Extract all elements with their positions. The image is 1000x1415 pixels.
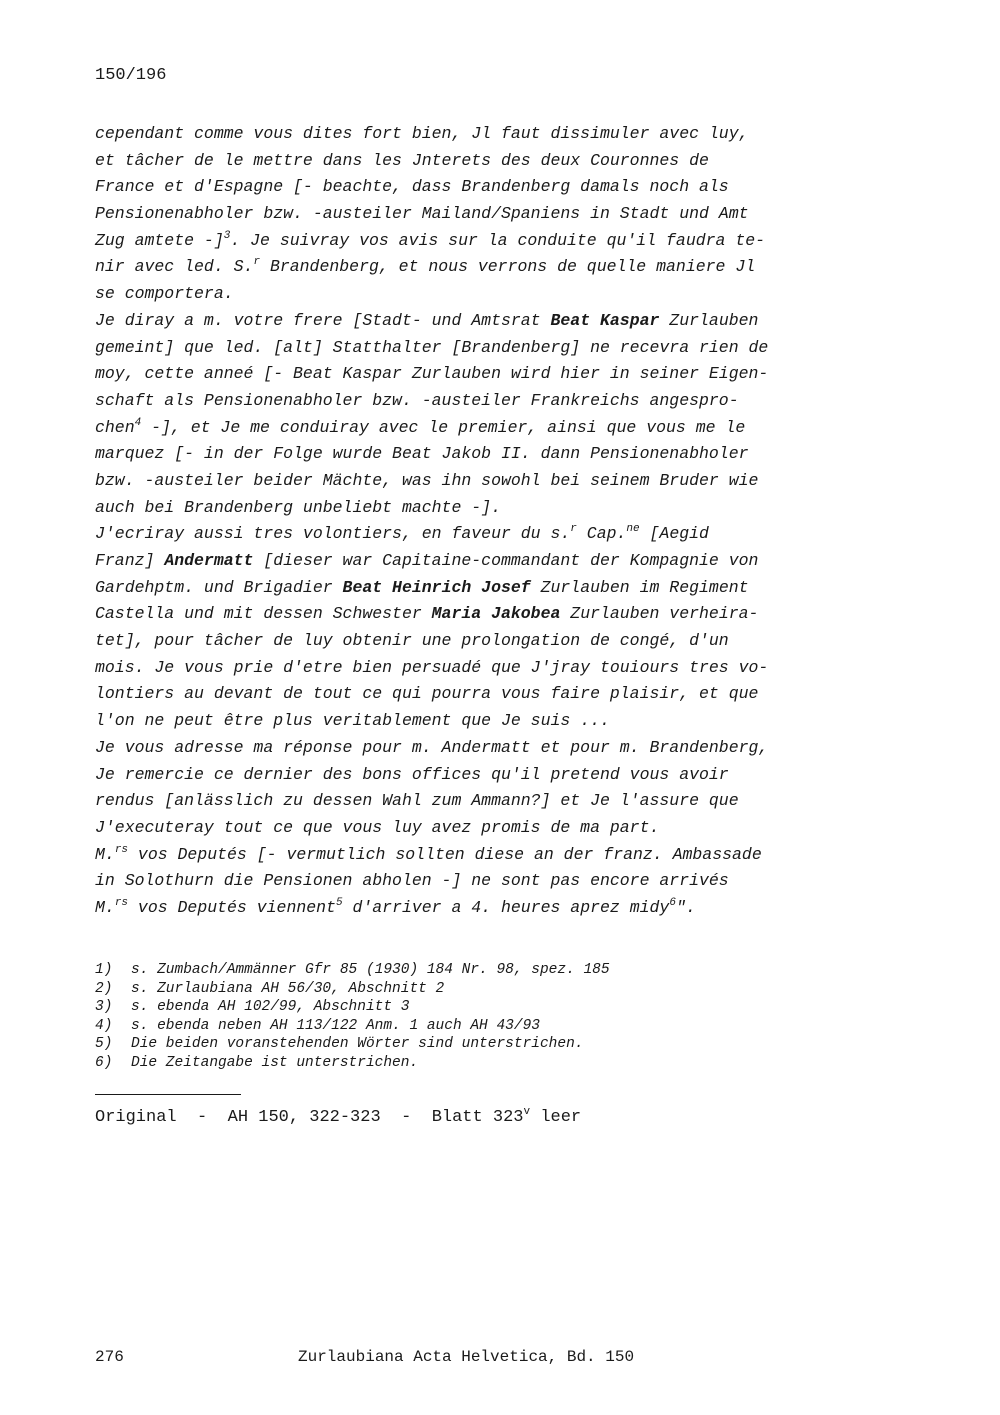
text-segment: marquez [- in der Folge wurde Beat Jakob II. dann Pensionenabholer (95, 444, 749, 464)
superscript: 4 (134, 416, 142, 429)
superscript: ne (626, 523, 640, 536)
source-label: Original (95, 1108, 177, 1127)
source-reference: AH 150, 322-323 (227, 1108, 381, 1127)
text-segment: J'executeray tout ce que vous luy avez promis de ma part. (95, 817, 660, 837)
superscript: rs (114, 896, 129, 909)
body-line (95, 628, 965, 655)
body-line (95, 121, 965, 148)
text-segment: in Solothurn die Pensionen abholen -] ne sont pas encore arrivés (95, 871, 729, 891)
superscript: rs (114, 843, 129, 856)
body-line (95, 788, 965, 815)
footnote (95, 1017, 965, 1036)
text-segment: Je remercie ce dernier des bons offices qu'il pretend vous avoir (95, 764, 729, 784)
text-segment: Pensionenabholer bzw. -austeiler Mailand/Spaniens in Stadt und Amt (95, 204, 749, 224)
body-line (95, 815, 965, 842)
footnote (95, 980, 965, 999)
text-segment: mois. Je vous prie d'etre bien persuadé que J'jray touiours tres vo- (95, 657, 769, 677)
text-segment: . Je suivray vos avis sur la conduite qu'il faudra te- (230, 230, 766, 250)
footnote-number: 6) (95, 1054, 113, 1071)
footnote (95, 998, 965, 1017)
text-segment: J'ecriray aussi tres volontiers, en faveur du s. (95, 524, 571, 544)
text-segment: -], et Je me conduiray avec le premier, ainsi que vous me le (141, 417, 746, 437)
body-line (95, 308, 965, 335)
body-line (95, 842, 965, 869)
text-segment: Brandenberg, et nous verrons de quelle maniere Jl (260, 257, 756, 277)
text-segment: bzw. -austeiler beider Mächte, was ihn sowohl bei seinem Bruder wie (95, 470, 759, 490)
body-line (95, 708, 965, 735)
body-line (95, 601, 965, 628)
text-segment: cependant comme vous dites fort bien, Jl faut dissimuler avec luy, (95, 124, 749, 143)
source-empty: leer (540, 1108, 582, 1127)
body-line (95, 254, 965, 281)
source-divider (95, 1094, 241, 1095)
superscript: 5 (335, 896, 343, 909)
text-segment: M. (95, 844, 115, 864)
body-line (95, 655, 965, 682)
bold-name: Andermatt (164, 551, 254, 570)
body-line (95, 735, 965, 762)
letter-body (95, 121, 965, 922)
text-segment: Je vous adresse ma réponse pour m. Andermatt et pour m. Brandenberg, (95, 737, 769, 757)
body-line (95, 468, 965, 495)
footnote-text: s. ebenda neben AH 113/122 Anm. 1 auch AH 43/93 (131, 1017, 540, 1034)
body-line (95, 415, 965, 442)
text-segment: auch bei Brandenberg unbeliebt machte -]. (95, 497, 501, 517)
text-segment: schaft als Pensionenabholer bzw. -austeiler Frankreichs angespro- (95, 390, 739, 410)
body-line (95, 521, 965, 548)
body-line (95, 201, 965, 228)
footnote-number: 1) (95, 962, 113, 978)
text-segment: Zurlauben (659, 310, 759, 330)
footnote (95, 1035, 965, 1054)
footnote-text: Die Zeitangabe ist unterstrichen. (131, 1054, 419, 1071)
text-segment: tet], pour tâcher de luy obtenir une prolongation de congé, d'un (95, 631, 729, 651)
text-segment: Franz] (95, 551, 165, 570)
text-segment: vos Deputés [- vermutlich sollten diese an der franz. Ambassade (128, 844, 762, 864)
source-verso: v (523, 1106, 531, 1118)
page-count: 150/196 (95, 66, 167, 85)
body-line (95, 281, 965, 308)
bold-name: Maria Jakobea (431, 604, 561, 624)
footnote-text: s. ebenda AH 102/99, Abschnitt 3 (131, 999, 410, 1016)
body-line (95, 148, 965, 175)
footnote-number: 2) (95, 980, 113, 997)
footnote-text: s. Zumbach/Ammänner Gfr 85 (1930) 184 Nr. 98, spez. 185 (131, 962, 610, 978)
bold-name: Beat Heinrich Josef (342, 577, 531, 597)
text-segment: lontiers au devant de tout ce qui pourra vous faire plaisir, et que (95, 684, 759, 704)
text-segment: Je diray a m. votre frere [Stadt- und Amtsrat (95, 310, 551, 330)
text-segment: chen (95, 417, 135, 437)
body-line (95, 174, 965, 201)
footnote-text: Die beiden voranstehenden Wörter sind unterstrichen. (131, 1036, 584, 1053)
text-segment: M. (95, 897, 115, 917)
text-segment: Zurlauben verheira- (560, 604, 759, 624)
text-segment: Gardehptm. und Brigadier (95, 577, 343, 597)
body-line (95, 762, 965, 789)
body-line (95, 681, 965, 708)
body-line (95, 895, 965, 922)
body-line (95, 575, 965, 602)
text-segment: Zurlauben im Regiment (530, 577, 749, 597)
text-segment: Castella und mit dessen Schwester (95, 604, 432, 624)
source-separator: - (401, 1108, 412, 1127)
footnote-text: s. Zurlaubiana AH 56/30, Abschnitt 2 (131, 980, 445, 997)
text-segment: [dieser war Capitaine-commandant der Kompagnie von (253, 551, 759, 570)
text-segment: [Aegid (639, 524, 709, 544)
text-segment: Zug amtete -] (95, 230, 224, 250)
text-segment: et tâcher de le mettre dans les Jnterets des deux Couronnes de (95, 150, 709, 170)
text-segment: ". (675, 897, 696, 917)
body-line (95, 228, 965, 255)
footnote-number: 3) (95, 999, 113, 1016)
superscript: r (570, 523, 577, 536)
text-segment: l'on ne peut être plus veritablement que Je suis ... (95, 711, 610, 731)
footnote (95, 1054, 965, 1073)
body-line (95, 388, 965, 415)
superscript: 3 (223, 229, 231, 242)
text-segment: moy, cette anneé [- Beat Kaspar Zurlauben wird hier in seiner Eigen- (95, 364, 769, 384)
text-segment: nir avec led. S. (95, 257, 254, 277)
body-line (95, 548, 965, 575)
body-line (95, 868, 965, 895)
bold-name: Beat Kaspar (550, 310, 660, 330)
source-line (95, 1108, 581, 1127)
text-segment: Cap. (576, 524, 627, 544)
text-segment: d'arriver a 4. heures aprez midy (342, 897, 670, 917)
footnote (95, 961, 965, 980)
text-segment: rendus [anlässlich zu dessen Wahl zum Ammann?] et Je l'assure que (95, 791, 739, 811)
body-line (95, 441, 965, 468)
footnote-number: 5) (95, 1036, 113, 1053)
page-number: 276 (95, 1348, 124, 1366)
text-segment: France et d'Espagne [- beachte, dass Brandenberg damals noch als (95, 177, 729, 197)
publication-title: Zurlaubiana Acta Helvetica, Bd. 150 (298, 1348, 635, 1366)
footnote-number: 4) (95, 1017, 113, 1034)
source-separator: - (197, 1108, 208, 1127)
text-segment: gemeint] que led. [alt] Statthalter [Brandenberg] ne recevra rien de (95, 337, 769, 357)
source-blatt: Blatt 323 (431, 1108, 524, 1127)
footnotes (95, 961, 965, 1073)
superscript: 6 (669, 896, 676, 909)
superscript: r (253, 256, 261, 269)
body-line (95, 495, 965, 522)
text-segment: se comportera. (95, 284, 234, 304)
body-line (95, 335, 965, 362)
text-segment: vos Deputés viennent (128, 897, 336, 917)
body-line (95, 361, 965, 388)
